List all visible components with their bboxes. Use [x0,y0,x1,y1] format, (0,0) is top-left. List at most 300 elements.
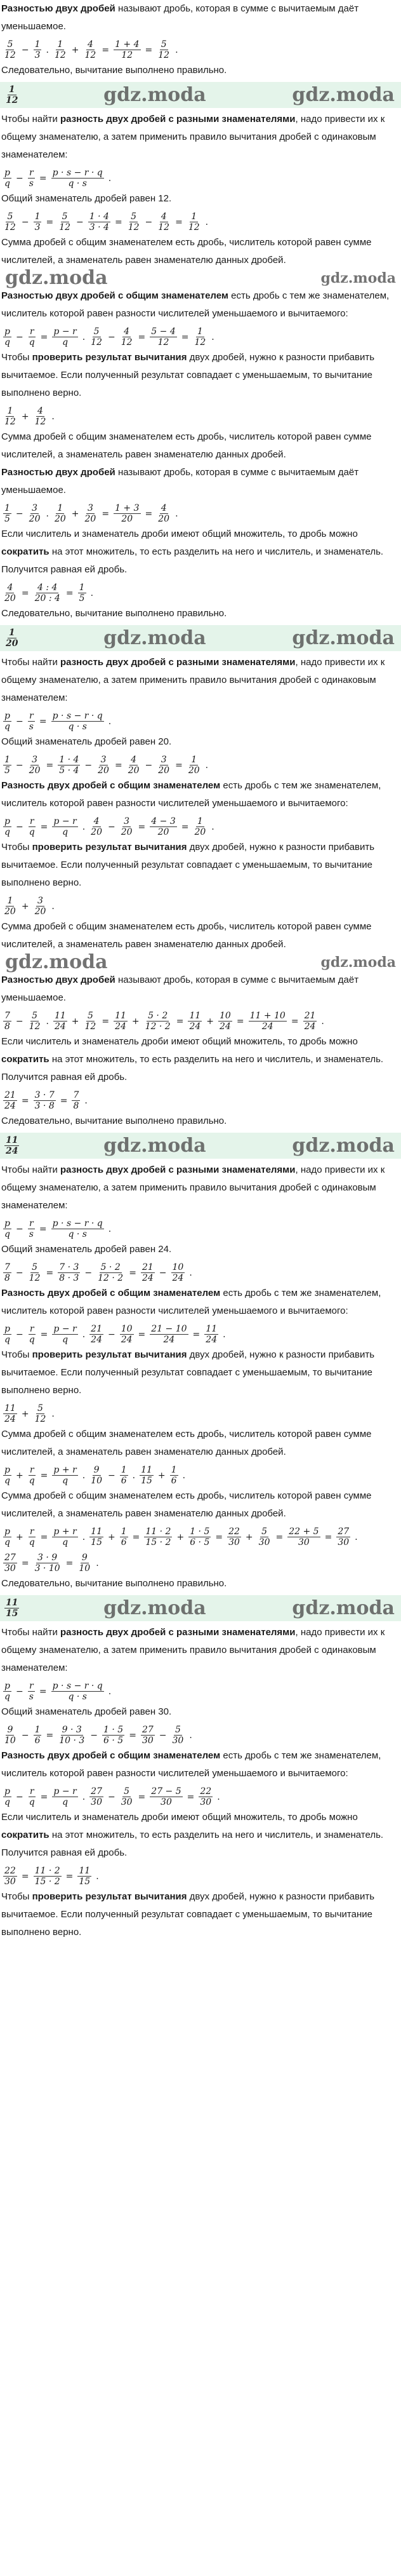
fraction [34,896,48,917]
math-operator: = [138,821,146,832]
fraction-numerator: 1 [197,816,203,826]
fraction [58,212,72,233]
text-paragraph [1,654,400,707]
fraction-numerator: 5 [32,1011,38,1021]
fraction-numerator: p − r [53,1786,77,1797]
fraction-denominator: q [4,337,10,347]
bold-term: разность двух дробей с разными знаменателями [60,657,296,668]
fraction-denominator: 24 [261,1022,273,1032]
math-operator: = [132,1532,140,1542]
fraction-numerator: r [29,327,34,337]
math-operator: + [15,1470,23,1481]
fraction [3,1725,17,1746]
fraction [28,168,35,189]
math-expression [1,406,57,427]
watermark-logo: gdz.moda [292,1134,395,1157]
fraction-numerator: 22 + 5 [289,1527,319,1537]
fraction [84,1011,98,1032]
fraction-numerator: r [29,1218,34,1229]
fraction [52,816,77,837]
math-operator: . [189,1267,192,1278]
bold-term: сократить [1,546,49,557]
fraction-numerator: p [4,816,10,826]
fraction-denominator: 30 [338,1537,350,1548]
math-operator: . [211,821,214,832]
fraction-numerator: 7 · 3 [59,1262,79,1272]
fraction-numerator: 1 [7,896,13,906]
math-operator: + [21,1408,29,1419]
text-run: Чтобы найти [1,657,61,668]
fraction-denominator: 12 · 2 [98,1273,124,1283]
math-operator: = [40,1791,48,1802]
bold-term: разность двух дробей с разными знаменателями [60,114,296,125]
math-operator: − [15,1016,23,1027]
text-run: на этот множитель, то есть разделить на него и числитель, и знаменатель. Получится равная ей дробь. [1,1054,384,1082]
fraction-numerator: 1 · 4 [59,755,79,765]
fraction-denominator: 6 · 5 [103,1736,124,1746]
text-run: Следовательно, вычитание выполнено правильно. [1,608,227,619]
fraction-denominator: q [62,1335,69,1345]
math-expression [1,1866,102,1887]
fraction [58,1262,80,1283]
math-operator: = [114,217,122,227]
fraction [3,327,11,347]
fraction-numerator: r [29,1324,34,1334]
bold-term: проверить результат вычитания [32,352,187,363]
fraction-denominator: 10 [91,1476,102,1486]
fraction-denominator: 12 [34,1414,46,1424]
fraction-numerator: 5 [62,212,68,222]
fraction-numerator: 27 − 5 [151,1786,181,1797]
fraction-numerator: p · s − r · q [52,168,103,178]
math-operator: . [223,1329,226,1340]
answer-highlight [0,1595,401,1621]
fraction-denominator: 5 [4,765,10,776]
fraction-numerator: 11 · 2 [34,1866,60,1876]
fraction [3,1527,11,1548]
fraction-denominator: q [4,1537,10,1548]
fraction [34,1090,56,1111]
math-operator: = [46,217,54,227]
answer-fraction [3,1135,21,1156]
text-paragraph [1,777,400,813]
fraction [157,503,171,524]
fraction-denominator: q [62,1476,69,1486]
fraction-numerator: 1 · 5 [190,1527,210,1537]
math-operator: = [187,1791,195,1802]
math-operator: . [82,1470,86,1481]
fraction-numerator: 27 [141,1725,154,1735]
fraction-numerator: 5 [261,1527,268,1537]
math-operator: = [39,173,47,184]
text-paragraph [1,1346,400,1399]
answer-highlight [0,1133,401,1159]
math-operator: = [102,1016,110,1027]
fraction-numerator: p + r [53,1465,77,1475]
text-run: , надо привести их к общему знаменателю, а затем применить правило вычитания дробей с одинаковым знаменателем: [1,114,385,160]
fraction [120,327,134,347]
math-operator: = [40,821,48,832]
math-operator: + [15,1532,23,1542]
text-paragraph [1,349,400,402]
fraction-denominator: s [29,1229,34,1239]
math-expression [1,583,96,604]
fraction-numerator: p [4,327,10,337]
text-run: Чтобы [1,842,32,853]
fraction-denominator: 30 [258,1537,270,1548]
fraction-numerator: 9 [81,1553,88,1563]
math-expression [88,1527,360,1548]
fraction [3,1465,11,1486]
math-operator: = [40,1532,48,1542]
fraction-denominator: 15 [91,1537,102,1548]
fraction-denominator: 8 [4,1273,10,1283]
fraction [150,1786,182,1807]
fraction-numerator: 5 · 2 [100,1262,121,1272]
fraction-denominator: 15 · 2 [145,1537,171,1548]
bold-term: Разность двух дробей с общим знаменателем [1,1288,221,1298]
math-expression [1,711,114,732]
fraction-denominator: 12 [121,50,133,60]
fraction-denominator: 30 [4,1877,16,1887]
fraction [89,327,103,347]
fraction [303,1011,317,1032]
math-operator: . [108,716,112,727]
text-run: Следовательно, вычитание выполнено правильно. [1,65,227,76]
math-expression [1,327,88,347]
math-expression [51,1011,327,1032]
fraction-denominator: 3 [34,50,41,60]
text-paragraph [1,971,400,1007]
fraction-denominator: q [4,1692,10,1702]
fraction [3,1403,17,1424]
fraction [4,1135,19,1156]
fraction [141,1262,155,1283]
fraction-denominator: q [4,722,10,732]
watermark-row [1,951,400,973]
fraction-numerator: p [4,1681,10,1691]
fraction [34,1725,42,1746]
math-operator: − [76,217,84,227]
watermark-logo: gdz.moda [5,267,108,289]
fraction-denominator: q [4,179,10,189]
math-operator: − [21,217,29,227]
fraction-denominator: q [29,1335,35,1345]
bold-term: Разностью двух дробей [1,467,115,478]
fraction-denominator: 20 [29,765,41,776]
fraction [120,1786,134,1807]
fraction-numerator: 3 [161,755,167,765]
text-run: Чтобы найти [1,1627,61,1638]
fraction [89,1324,103,1345]
fraction [141,1725,155,1746]
fraction [34,1403,48,1424]
fraction-denominator: 15 · 2 [34,1877,60,1887]
fraction-numerator: 1 [57,39,63,50]
math-operator: = [324,1532,332,1542]
fraction-denominator: 12 [29,1273,41,1283]
math-operator: + [245,1532,253,1542]
fraction [84,503,98,524]
fraction-numerator: 1 · 4 [89,212,109,222]
bold-term: сократить [1,1830,49,1840]
fraction-denominator: 12 [158,222,170,233]
watermark-logo: gdz.moda [103,626,206,649]
math-operator: . [82,1329,86,1340]
text-paragraph [1,918,400,954]
math-expression [1,1324,88,1345]
math-operator: + [71,44,79,55]
fraction-denominator: q · s [68,179,87,189]
fraction-denominator: q [29,337,35,347]
fraction [51,168,104,189]
fraction [188,1011,202,1032]
fraction [3,1011,11,1032]
math-operator: . [175,508,178,519]
fraction-numerator: 22 [4,1866,16,1876]
fraction-numerator: 5 − 4 [151,327,176,337]
math-operator: . [108,173,112,184]
fraction-denominator: 3 · 4 [89,222,109,233]
fraction [249,1011,287,1032]
fraction-numerator: 21 [141,1262,154,1272]
fraction [28,1786,36,1807]
fraction [51,1681,104,1702]
text-paragraph [1,428,400,464]
math-operator: − [15,508,23,519]
fraction-denominator: 15 [79,1877,91,1887]
text-paragraph [1,733,400,751]
fraction-numerator: 5 [7,212,13,222]
fraction-denominator: 20 : 4 [34,593,60,604]
math-operator: − [15,1791,23,1802]
math-operator: = [145,508,153,519]
math-operator: . [82,332,86,342]
fraction-denominator: q [62,1537,69,1548]
math-operator: = [40,1470,48,1481]
fraction [53,503,67,524]
fraction [28,1527,36,1548]
fraction [28,1011,42,1032]
text-run: Общий знаменатель дробей равен 30. [1,1706,172,1717]
math-operator: − [159,1730,167,1741]
fraction-denominator: 12 [59,222,71,233]
fraction-denominator: 12 [54,50,66,60]
text-run: Чтобы найти [1,1164,61,1175]
text-run: двух дробей, нужно к разности прибавить вычитаемое. Если полученный результат совпадает с уменьшаемым, то вычитание выполнено верно. [1,352,375,398]
fraction-numerator: 1 [34,1725,41,1735]
math-expression [1,1681,114,1702]
fraction [3,1218,11,1239]
math-operator: = [39,1224,47,1234]
text-paragraph [1,1487,400,1523]
math-operator: . [84,1095,88,1106]
fraction [52,1786,77,1807]
text-run: Чтобы [1,1891,32,1902]
fraction [3,1553,17,1574]
math-operator: = [275,1532,284,1542]
fraction [34,1866,62,1887]
fraction-denominator: 20 [98,765,109,776]
fraction-denominator: 20 [128,765,140,776]
text-run: называют дробь, которая в сумме с вычитаемым даёт уменьшаемое. [1,467,359,496]
fraction-numerator: 3 · 9 [37,1553,58,1563]
math-operator: = [215,1532,223,1542]
fraction-denominator: s [29,179,34,189]
text-run: двух дробей, нужно к разности прибавить вычитаемое. Если полученный результат совпадает с уменьшаемым, то вычитание выполнено верно. [1,842,375,888]
fraction-denominator: q · s [68,722,87,732]
math-expression [1,1011,51,1032]
fraction-numerator: p [4,168,10,178]
fraction-denominator: 10 [4,1736,16,1746]
fraction-numerator: 4 : 4 [37,583,58,593]
fraction-denominator: 24 [220,1022,231,1032]
fraction-numerator: 10 [172,1262,184,1272]
fraction-numerator: 11 [79,1866,91,1876]
math-operator: . [189,1730,192,1741]
fraction-denominator: 24 [121,1335,133,1345]
math-operator: − [21,44,29,55]
fraction-denominator: 24 [206,1335,218,1345]
fraction [3,406,17,427]
fraction [120,1324,134,1345]
text-run: называют дробь, которая в сумме с вычитаемым даёт уменьшаемое. [1,3,359,32]
math-operator: − [84,760,93,771]
math-operator: . [321,1016,324,1027]
math-expression [1,168,114,189]
math-expression [88,1786,223,1807]
fraction-numerator: 1 [79,583,85,593]
bold-term: Разность двух дробей с общим знаменателем [1,780,221,791]
fraction-numerator: r [29,711,34,721]
bold-term: разность двух дробей с разными знаменателями [60,1627,296,1638]
fraction-numerator: 11 [206,1324,218,1334]
fraction [89,1465,103,1486]
math-expression [1,816,88,837]
fraction-denominator: 24 [141,1273,154,1283]
fraction-numerator: p [4,1324,10,1334]
fraction [114,503,140,524]
fraction [77,1866,91,1887]
fraction-numerator: 4 − 3 [151,816,176,826]
math-operator: = [46,1267,54,1278]
fraction [193,816,207,837]
fraction-denominator: 10 [79,1563,91,1574]
fraction-denominator: 20 [121,514,133,524]
fraction [52,327,77,347]
math-operator: . [51,411,55,422]
math-operator: − [15,1267,23,1278]
math-operator: − [145,760,153,771]
fraction-denominator: 12 [84,50,96,60]
fraction-denominator: 30 [200,1797,212,1807]
fraction-numerator: r [29,816,34,826]
text-paragraph [1,111,400,164]
math-operator: − [15,760,23,771]
fraction-numerator: 1 [191,212,197,222]
fraction-denominator: 8 · 3 [59,1273,79,1283]
math-operator: . [46,44,49,55]
fraction-denominator: 30 [298,1537,310,1548]
fraction-numerator: 1 [8,84,15,95]
fraction [3,583,17,604]
watermark-logo: gdz.moda [292,626,395,649]
fraction [4,628,19,649]
bold-term: проверить результат вычитания [32,1891,187,1902]
fraction-numerator: r [29,1527,34,1537]
math-operator: . [211,332,214,342]
math-operator: − [84,1267,93,1278]
fraction-numerator: 4 [37,406,43,416]
fraction [3,1262,11,1283]
watermark-logo: gdz.moda [292,83,395,106]
bold-term: Разностью двух дробей [1,974,115,985]
math-operator: = [291,1016,299,1027]
fraction [193,327,207,347]
bold-term: разность двух дробей с разными знаменателями [60,1164,296,1175]
text-paragraph [1,1033,400,1086]
math-expression [88,1324,228,1345]
fraction [58,755,80,776]
fraction-denominator: 24 [163,1335,175,1345]
fraction-denominator: q [4,827,10,837]
fraction [3,1090,17,1111]
fraction [51,1218,104,1239]
fraction-numerator: 5 [174,1725,181,1735]
fraction-denominator: 12 [29,1022,41,1032]
fraction-denominator: 20 [158,765,170,776]
math-operator: − [107,332,115,342]
fraction-numerator: 4 [124,327,130,337]
fraction-denominator: 15 [141,1476,152,1486]
fraction-numerator: p · s − r · q [52,711,103,721]
math-operator: = [236,1016,244,1027]
fraction [58,1725,86,1746]
fraction-denominator: 12 [4,417,16,427]
fraction-denominator: 24 [4,1414,16,1424]
fraction-numerator: 7 [4,1262,10,1272]
fraction-denominator: 30 [172,1736,184,1746]
fraction [89,1527,103,1548]
math-operator: = [181,332,189,342]
math-operator: . [46,1016,49,1027]
math-operator: = [145,44,153,55]
text-run: Если числитель и знаменатель дроби имеют общий множитель, то дробь можно [1,529,358,539]
fraction [150,816,176,837]
watermark-logo: gdz.moda [320,954,396,971]
fraction [187,755,201,776]
math-operator: = [65,588,74,598]
fraction [120,1527,128,1548]
fraction-denominator: 24 [54,1022,66,1032]
math-operator: . [96,1558,99,1568]
text-run: Сумма дробей с общим знаменателем есть дробь, числитель которой равен сумме числителей, а знаменатель равен знаменателю данных дробей. [1,921,372,950]
text-run: есть дробь с тем же знаменателем, числитель которой равен разности числителей уменьшаемого и вычитаемого: [1,290,390,319]
text-run: Сумма дробей с общим знаменателем есть дробь, числитель которой равен сумме числителей, а знаменатель равен знаменателю данных дробей. [1,431,372,460]
fraction [258,1527,272,1548]
math-operator: . [182,1470,186,1481]
watermark-logo: gdz.moda [292,1596,395,1619]
math-operator: − [107,821,115,832]
fraction-denominator: 24 [304,1022,316,1032]
math-expression [1,755,211,776]
math-operator: = [181,821,189,832]
fraction-denominator: 30 [121,1797,133,1807]
text-run: двух дробей, нужно к разности прибавить вычитаемое. Если полученный результат совпадает с уменьшаемым, то вычитание выполнено верно. [1,1349,375,1396]
text-paragraph [1,839,400,892]
math-expression [1,1090,90,1111]
text-run: Общий знаменатель дробей равен 20. [1,736,172,747]
